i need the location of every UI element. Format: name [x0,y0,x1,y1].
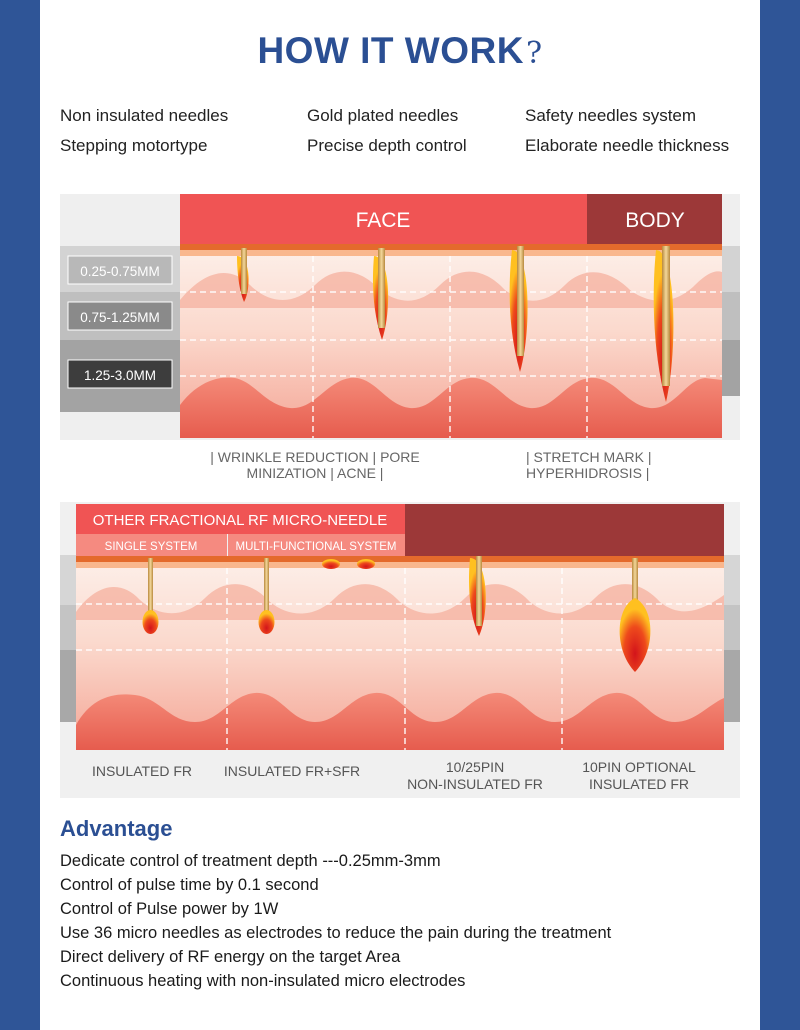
feature-item: Non insulated needles [60,106,229,125]
advantage-list [60,851,611,995]
caption-insulated-fr-sfr: INSULATED FR+SFR [223,763,361,779]
advantage-title: Advantage [60,816,173,841]
feature-item: Stepping motortype [60,136,208,155]
multi-system-label: MULTI-FUNCTIONAL SYSTEM [235,541,397,553]
advantage-item: Control of pulse time by 0.1 second [60,876,319,894]
depth-row-bg [724,650,740,722]
epidermis-line [180,244,722,250]
advantage-item: Continuous heating with non-insulated micro electrodes [60,972,466,990]
caption-face-line2: MINIZATION | ACNE | [246,465,384,481]
depth-diagram [40,190,760,490]
title-question-mark: ? [525,36,543,71]
depth-label: 1.25-3.0MM [83,368,157,383]
comparison-diagram [40,500,760,800]
caption-pin-line1: 10/25PIN [445,759,505,775]
depth-labels [68,256,172,388]
depth-row-bg [60,555,76,605]
depth-row-bg [722,246,740,292]
other-rf-label: OTHER FRACTIONAL RF MICRO-NEEDLE [92,512,388,529]
feature-item: Safety needles system [525,106,697,125]
advantage-item: Direct delivery of RF energy on the target Area [60,948,401,966]
feature-item: Elaborate needle thickness [525,136,730,155]
caption-face-line1: | WRINKLE REDUCTION | PORE [210,449,420,465]
caption-pin-line2: NON-INSULATED FR [407,776,543,792]
feature-item: Gold plated needles [307,106,459,125]
body-label: BODY [625,209,685,232]
depth-row-bg [60,650,76,722]
depth-row-bg [722,340,740,396]
caption-optional-line2: INSULATED FR [588,776,690,792]
epidermis-line [76,562,724,568]
epidermis-line [76,556,724,562]
depth-row-bg [722,292,740,340]
depth-row-bg [724,605,740,650]
caption-insulated-fr: INSULATED FR [91,763,193,779]
depth-row-bg [60,605,76,650]
advantage-item: Use 36 micro needles as electrodes to reduce the pain during the treatment [60,924,612,942]
caption-body-line2: HYPERHIDROSIS | [526,465,650,481]
caption-body-line1: | STRETCH MARK | [526,449,652,465]
feature-item: Precise depth control [307,136,467,155]
epidermis-line [180,250,722,256]
depth-label: 0.25-0.75MM [80,264,160,279]
advantage-item: Dedicate control of treatment depth ---0.25mm-3mm [60,852,441,870]
face-label: FACE [355,209,411,232]
caption-optional-line1: 10PIN OPTIONAL [582,759,696,775]
advantage-item: Control of Pulse power by 1W [60,900,279,918]
page [40,0,760,1030]
depth-row-bg [724,555,740,605]
depth-label: 0.75-1.25MM [80,310,160,325]
right-header [405,504,724,558]
page-title [40,30,760,72]
title-text: HOW IT WORK [257,30,524,71]
single-system-label: SINGLE SYSTEM [104,541,198,553]
